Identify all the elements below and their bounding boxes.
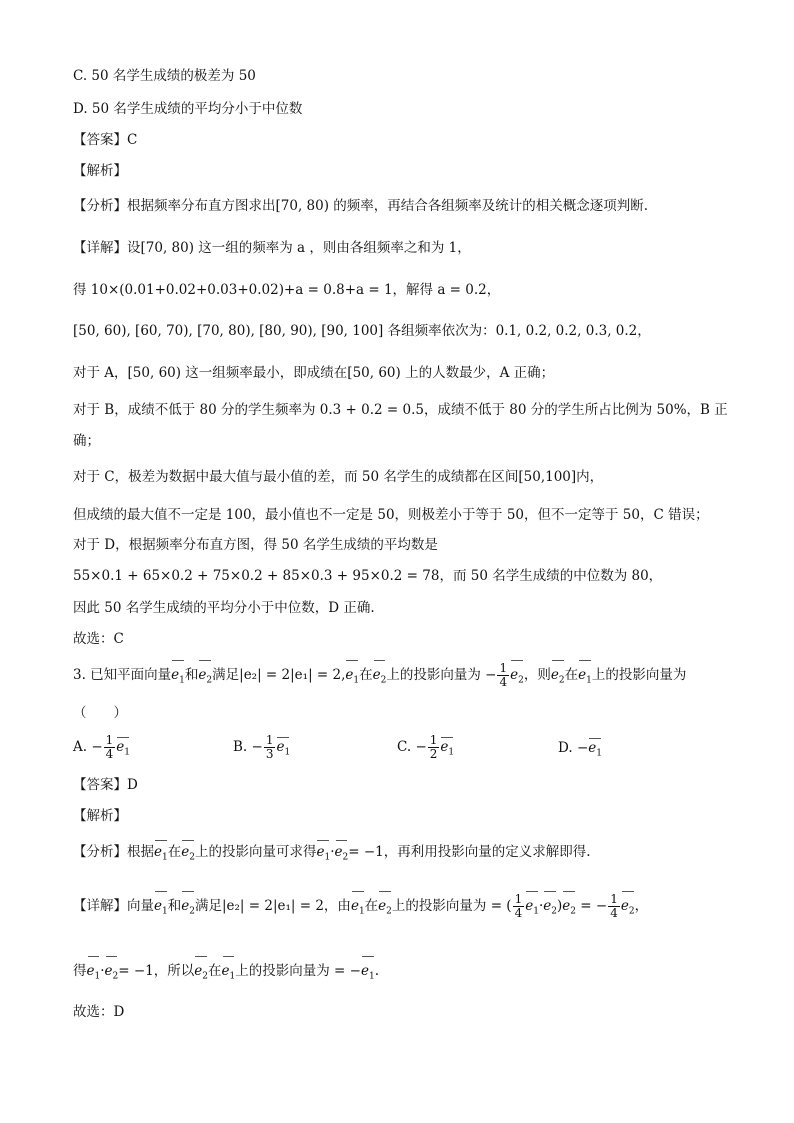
option-d-line: D. 50 名学生成绩的平均分小于中位数	[73, 101, 303, 117]
for-a-line: 对于 A，[50, 60) 这一组频率最小，即成绩在[50, 60) 上的人数最少，A 正确；	[73, 365, 555, 381]
fenxi-line-2: 【分析】根据$e_1$在$e_2$上的投影向量可求得$e_1\cdot e_2= -1$，再利用投影向量的定义求解即得.	[73, 842, 754, 868]
analysis-label-1: 【解析】	[73, 163, 127, 179]
for-b-line-2: 确；	[73, 433, 100, 449]
choose-line-1: 故选：C	[73, 631, 124, 647]
xiangjie-line-3: 得$e_1\cdot e_2= -1$，所以$e_2$在$e_1$上的投影向量为 = $-e_1$.	[73, 958, 754, 990]
for-b-line-1: 对于 B，成绩不低于 80 分的学生频率为 0.3 + 0.2 = 0.5，成绩不低于 80 分的学生所占比例为 50%，B 正	[73, 402, 728, 418]
option-c-line: C. 50 名学生成绩的极差为 50	[73, 68, 256, 84]
choose-line-2: 故选：D	[73, 1004, 125, 1020]
xiangjie-line-2: 【详解】向量$e_1$和$e_2$满足|e₂| = 2|e₁| = 2，由$e_1$在$e_2$上的投影向量为 = ( $\frac{1}{4}$ $e_1\cdot e_2)e_2$ = − $\frac{1}{4}$ $e_2$，	[73, 893, 754, 925]
answer-line-1: 【答案】C	[73, 132, 138, 148]
q3-and: 和	[184, 667, 199, 683]
for-d-line-3: 因此 50 名学生成绩的平均分小于中位数，D 正确.	[73, 600, 375, 616]
analysis-label-2: 【解析】	[73, 808, 127, 824]
question-3-paren: （ ）	[73, 705, 127, 721]
option-a: A. − $\frac{1}{4}$ $e_1$	[73, 733, 131, 761]
vector-e2: $e_2$	[198, 662, 212, 694]
xiangjie-line-1: 【详解】设[70, 80) 这一组的频率为 a ，则由各组频率之和为 1，	[73, 240, 471, 256]
groups-line: [50, 60), [60, 70), [70, 80), [80, 90), [90, 100] 各组频率依次为：0.1, 0.2, 0.2, 0.3, 0.2，	[73, 323, 651, 339]
for-c-line-1: 对于 C，极差为数据中最大值与最小值的差，而 50 名学生的成绩都在区间[50,100]内，	[73, 469, 604, 485]
vector-e2: $e_2$	[373, 662, 387, 694]
question-3-stem	[73, 662, 754, 694]
for-c-line-2: 但成绩的最大值不一定是 100，最小值也不一定是 50，则极差小于等于 50，但不一定等于 50，C 错误；	[73, 507, 709, 523]
q3-pre: 3. 已知平面向量	[73, 667, 172, 683]
q3-on: 在	[359, 667, 373, 683]
vector-e1: $e_1$	[171, 662, 185, 694]
q3-mid: 满足|e₂| = 2|e₁| = 2,	[212, 667, 346, 683]
fenxi-line-1: 【分析】根据频率分布直方图求出[70, 80) 的频率，再结合各组频率及统计的相关概念逐项判断.	[73, 198, 649, 214]
answer-line-2: 【答案】D	[73, 777, 138, 793]
vector-e2: $e_2$	[510, 662, 524, 694]
option-b: B. − $\frac{1}{3}$ $e_1$	[233, 733, 291, 761]
for-d-line-1: 对于 D，根据频率分布直方图，得 50 名学生成绩的平均数是	[73, 537, 438, 553]
fraction: $\frac{1}{4}$	[499, 661, 508, 689]
for-d-line-2: 55×0.1 + 65×0.2 + 75×0.2 + 85×0.3 + 95×0.2 = 78，而 50 名学生成绩的中位数为 80，	[73, 568, 663, 584]
option-c: C. − $\frac{1}{2}$ $e_1$	[397, 733, 455, 761]
option-d: D. $-e_1$	[558, 740, 602, 759]
q3-end: 上的投影向量为	[591, 667, 687, 683]
q3-proj: 上的投影向量为 −	[386, 667, 497, 683]
q3-on: 在	[564, 667, 579, 683]
vector-e2: $e_2$	[551, 662, 565, 694]
calc-line-1: 得 10×(0.01+0.02+0.03+0.02)+a = 0.8+a = 1，解得 a = 0.2，	[73, 282, 501, 298]
vector-e1: $e_1$	[345, 662, 359, 694]
q3-then: ，则	[523, 667, 551, 683]
vector-e1: $e_1$	[578, 662, 592, 694]
